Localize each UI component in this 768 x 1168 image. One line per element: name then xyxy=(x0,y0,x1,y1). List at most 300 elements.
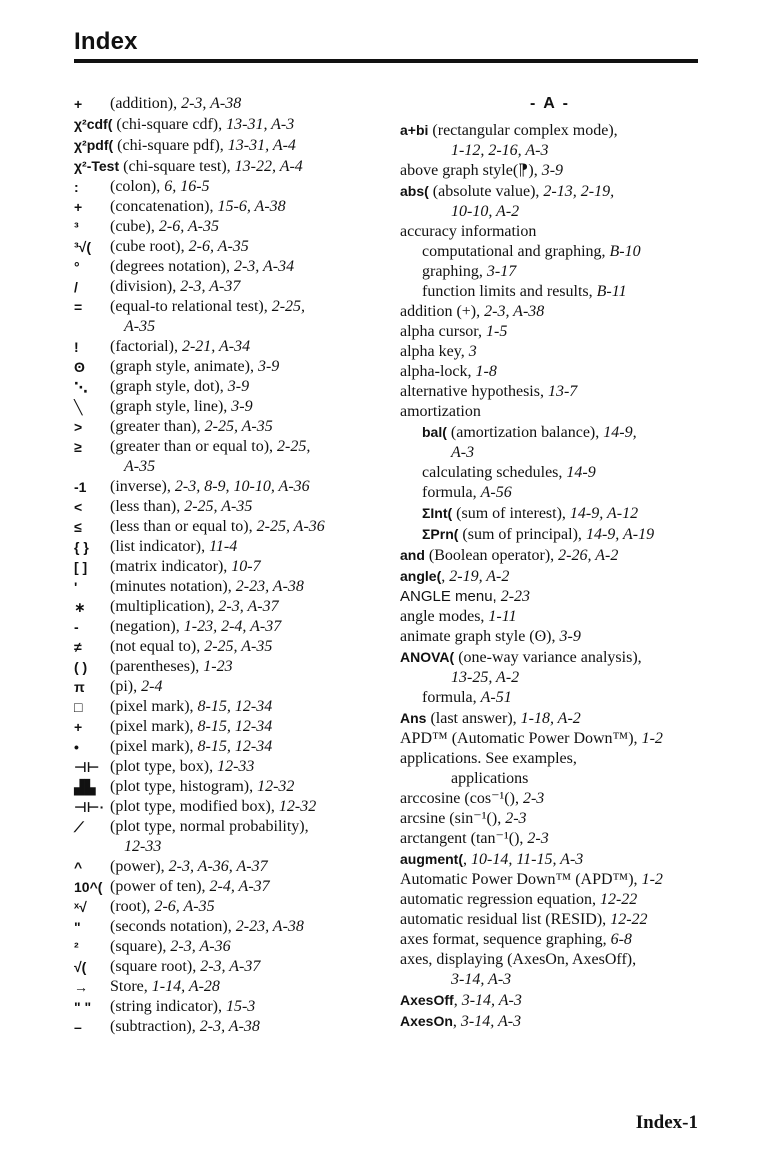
entry-text: (Boolean operator), xyxy=(424,547,555,564)
entry-symbol: □ xyxy=(74,699,83,715)
page-refs: 2-3 xyxy=(527,830,549,847)
index-column-left xyxy=(74,94,374,1037)
page-refs: 2-25, A-35 xyxy=(204,638,273,655)
entry-text: (chi-square cdf), xyxy=(116,116,223,133)
entry-symbol: • xyxy=(74,739,79,755)
entry-text: Store, xyxy=(110,978,148,995)
index-entry xyxy=(74,197,374,217)
entry-keyword: Ans xyxy=(400,710,427,726)
index-entry xyxy=(74,337,374,357)
page-refs: 2-3, A-36 xyxy=(170,938,231,955)
page-refs-continued: A-3 xyxy=(451,444,475,461)
entry-text: (greater than or equal to), xyxy=(110,438,274,455)
entry-text: automatic residual list (RESID), xyxy=(400,911,607,928)
entry-text: (seconds notation), xyxy=(110,918,232,935)
page-refs: 3-9 xyxy=(541,162,564,179)
index-entry xyxy=(400,302,700,322)
page-refs: 3 xyxy=(468,343,477,360)
page-refs: 2-13, 2-19, xyxy=(543,183,615,200)
index-entry xyxy=(400,890,700,910)
page-refs: 8-15, 12-34 xyxy=(197,698,273,715)
page-refs: 2-4 xyxy=(141,678,163,695)
index-entry xyxy=(400,789,700,809)
entry-text: (addition), xyxy=(110,95,178,112)
entry-text: (power of ten), xyxy=(110,878,206,895)
page-refs: 2-3 xyxy=(505,810,527,827)
index-entry xyxy=(74,877,374,897)
entry-text: formula, xyxy=(422,689,477,706)
entry-keyword: ANOVA( xyxy=(400,649,455,665)
entry-text: APD™ (Automatic Power Down™), xyxy=(400,730,638,747)
index-entry xyxy=(400,362,700,382)
index-entry xyxy=(74,597,374,617)
index-entry xyxy=(400,587,700,607)
page-refs-continued: 10-10, A-2 xyxy=(451,203,520,220)
entry-text: (cube root), xyxy=(110,238,185,255)
page-refs: 1-14, A-28 xyxy=(151,978,220,995)
entry-symbol: ˣ√ xyxy=(74,899,87,915)
index-entry xyxy=(400,627,700,647)
page-refs-continued: 3-14, A-3 xyxy=(451,971,512,988)
entry-symbol: ³√( xyxy=(74,239,92,255)
index-entry xyxy=(74,357,374,377)
entry-text: animate graph style (ʘ), xyxy=(400,628,556,645)
entry-symbol: ^ xyxy=(74,859,83,875)
entry-text: , xyxy=(463,851,467,868)
entry-text: (less than), xyxy=(110,498,181,515)
index-entry xyxy=(400,930,700,950)
page-refs: 14-9 xyxy=(566,464,596,481)
index-entry xyxy=(74,177,374,197)
page-refs-continued: 13-25, A-2 xyxy=(451,669,520,686)
page-refs: 2-26, A-2 xyxy=(558,547,619,564)
entry-text: (less than or equal to), xyxy=(110,518,253,535)
entry-text: (graph style, animate), xyxy=(110,358,254,375)
entry-text: amortization xyxy=(400,403,481,420)
index-entry xyxy=(400,729,700,749)
entry-symbol: ' xyxy=(74,579,78,595)
entry-symbol: ⋱ xyxy=(74,379,88,395)
index-entry xyxy=(74,217,374,237)
page-refs: 8-15, 12-34 xyxy=(197,718,273,735)
entry-text: (square), xyxy=(110,938,167,955)
page-number: Index-1 xyxy=(635,1112,698,1133)
page-refs: 3-17 xyxy=(486,263,517,280)
entry-symbol: ⟋ xyxy=(74,819,84,835)
entry-text: arcsine (sin⁻¹(), xyxy=(400,810,502,827)
entry-text: (string indicator), xyxy=(110,998,222,1015)
entry-text: (pixel mark), xyxy=(110,698,194,715)
entry-text: (negation), xyxy=(110,618,180,635)
entry-text: angle modes, xyxy=(400,608,485,625)
index-entry xyxy=(74,997,374,1017)
entry-symbol: ° xyxy=(74,259,80,275)
page-refs: B-10 xyxy=(609,243,641,260)
entry-symbol: : xyxy=(74,179,79,195)
entry-symbol: + xyxy=(74,719,83,735)
page-refs: 13-22, A-4 xyxy=(234,158,303,175)
page-refs: 2-3, A-37 xyxy=(180,278,241,295)
page-refs: 2-19, A-2 xyxy=(449,568,510,585)
entry-text: (pi), xyxy=(110,678,138,695)
entry-text: , xyxy=(453,992,458,1009)
index-entry xyxy=(74,577,374,597)
page-refs: 1-23, 2-4, A-37 xyxy=(183,618,282,635)
page-refs: 12-33 xyxy=(217,758,255,775)
page-refs: 1-18, A-2 xyxy=(520,710,581,727)
entry-keyword: abs( xyxy=(400,183,429,199)
index-entry xyxy=(74,497,374,517)
entry-keyword: ΣInt( xyxy=(422,505,453,521)
page-refs: 14-9, A-19 xyxy=(585,526,655,543)
index-column-right xyxy=(400,94,700,1032)
index-entry xyxy=(74,737,374,757)
index-entry xyxy=(74,477,374,497)
page-refs: 2-4, A-37 xyxy=(209,878,270,895)
index-entry xyxy=(74,957,374,977)
index-entry xyxy=(400,829,700,849)
index-entry xyxy=(74,135,374,156)
entry-text: (rectangular complex mode), xyxy=(428,122,618,139)
page-refs: 15-3 xyxy=(225,998,256,1015)
entry-text: above graph style(⁋), xyxy=(400,162,538,179)
entry-text: calculating schedules, xyxy=(422,464,563,481)
entry-symbol: ʘ xyxy=(74,359,85,375)
entry-symbol: ≠ xyxy=(74,639,82,655)
page-refs: 2-3 xyxy=(522,790,545,807)
index-entry xyxy=(400,1011,700,1032)
entry-text: (subtraction), xyxy=(110,1018,196,1035)
index-entry xyxy=(400,382,700,402)
entry-text: alpha key, xyxy=(400,343,465,360)
index-entry xyxy=(400,422,700,443)
entry-text: (root), xyxy=(110,898,151,915)
index-entry xyxy=(74,857,374,877)
entry-text: alpha cursor, xyxy=(400,323,482,340)
page-refs: 2-6, A-35 xyxy=(188,238,249,255)
entry-text: alternative hypothesis, xyxy=(400,383,544,400)
entry-text: (graph style, dot), xyxy=(110,378,224,395)
entry-text: computational and graphing, xyxy=(422,243,606,260)
index-entry xyxy=(400,749,700,769)
index-entry xyxy=(400,181,700,202)
index-entry xyxy=(74,297,374,317)
index-entry xyxy=(74,94,374,114)
entry-symbol: " " xyxy=(74,999,92,1015)
index-entry xyxy=(400,849,700,870)
entry-symbol: ² xyxy=(74,939,79,955)
page-refs: 13-31, A-3 xyxy=(226,116,295,133)
page-refs-continued: A-35 xyxy=(124,458,156,475)
index-entry xyxy=(400,342,700,362)
page-refs: 3-14, A-3 xyxy=(461,992,522,1009)
page-refs: 2-6, A-35 xyxy=(154,898,215,915)
index-entry xyxy=(400,688,700,708)
page-refs: 2-25, A-35 xyxy=(184,498,253,515)
index-entry xyxy=(74,917,374,937)
page-refs-continued: 12-33 xyxy=(124,838,162,855)
index-entry xyxy=(400,910,700,930)
page-refs: 10-7 xyxy=(231,558,261,575)
page-refs: 11-4 xyxy=(209,538,238,555)
entry-symbol: ⊣⊢· xyxy=(74,799,105,815)
index-entry xyxy=(74,697,374,717)
entry-text: (not equal to), xyxy=(110,638,201,655)
index-entry xyxy=(400,463,700,483)
index-entry xyxy=(400,242,700,262)
page-refs: 1-8 xyxy=(475,363,497,380)
entry-text: (pixel mark), xyxy=(110,718,194,735)
entry-text: (degrees notation), xyxy=(110,258,230,275)
entry-text: (parentheses), xyxy=(110,658,200,675)
index-entry xyxy=(74,277,374,297)
page-refs: 2-3, A-36, A-37 xyxy=(168,858,268,875)
index-entry xyxy=(74,657,374,677)
index-entry xyxy=(400,282,700,302)
entry-text: (sum of interest), xyxy=(452,505,566,522)
section-letter: - A - xyxy=(530,95,570,112)
index-entry xyxy=(74,617,374,637)
entry-text: applications. See examples, xyxy=(400,750,577,767)
index-entry xyxy=(74,237,374,257)
entry-symbol: χ²-Test xyxy=(74,158,120,174)
index-entry xyxy=(74,517,374,537)
index-entry xyxy=(74,937,374,957)
page-refs: 2-3, 8-9, 10-10, A-36 xyxy=(174,478,310,495)
entry-symbol: ≥ xyxy=(74,439,82,455)
entry-text: (plot type, modified box), xyxy=(110,798,275,815)
entry-keyword: AxesOn xyxy=(400,1013,453,1029)
page-refs: 3-9 xyxy=(227,378,250,395)
index-entry xyxy=(400,262,700,282)
entry-text: (plot type, histogram), xyxy=(110,778,254,795)
page-refs: 13-31, A-4 xyxy=(227,137,296,154)
entry-text: (last answer), xyxy=(426,710,517,727)
entry-text: addition (+), xyxy=(400,303,481,320)
entry-text: (graph style, line), xyxy=(110,398,228,415)
entry-symbol: 10^( xyxy=(74,879,103,895)
index-entry xyxy=(74,637,374,657)
index-entry xyxy=(74,757,374,777)
entry-text: (concatenation), xyxy=(110,198,214,215)
page-refs: 2-3, A-34 xyxy=(233,258,295,275)
entry-text: (greater than), xyxy=(110,418,201,435)
index-entry xyxy=(74,377,374,397)
index-entry xyxy=(74,817,374,837)
entry-symbol: > xyxy=(74,419,83,435)
page-refs: 2-23 xyxy=(500,588,531,605)
entry-text: (inverse), xyxy=(110,478,171,495)
entry-keyword: augment( xyxy=(400,851,463,867)
page-refs: 3-14, A-3 xyxy=(460,1013,522,1030)
entry-symbol: χ²pdf( xyxy=(74,137,114,153)
index-entry xyxy=(74,977,374,997)
page-refs-continued: 1-12, 2-16, A-3 xyxy=(451,142,549,159)
entry-text: axes, displaying (AxesOn, AxesOff), xyxy=(400,951,637,968)
entry-keyword: bal( xyxy=(422,424,447,440)
entry-symbol: → xyxy=(74,979,88,995)
entry-text: (list indicator), xyxy=(110,538,206,555)
index-entry xyxy=(74,537,374,557)
page-refs: 3-9 xyxy=(257,358,280,375)
page-refs: 1-2 xyxy=(641,730,663,747)
entry-text: (factorial), xyxy=(110,338,178,355)
page-refs: 15-6, A-38 xyxy=(217,198,286,215)
header-rule xyxy=(74,59,698,63)
page-refs: 1-2 xyxy=(641,871,663,888)
entry-text: formula, xyxy=(422,484,477,501)
page-refs: 1-5 xyxy=(486,323,508,340)
entry-text: automatic regression equation, xyxy=(400,891,596,908)
entry-text: arctangent (tan⁻¹(), xyxy=(400,830,524,847)
page-refs: 8-15, 12-34 xyxy=(197,738,273,755)
page-refs: 2-25, xyxy=(277,438,311,455)
index-entry xyxy=(74,257,374,277)
entry-text: (plot type, normal probability), xyxy=(110,818,309,835)
index-entry xyxy=(400,322,700,342)
entry-text: (square root), xyxy=(110,958,197,975)
index-entry xyxy=(74,417,374,437)
page-refs: 2-3, A-38 xyxy=(181,95,242,112)
entry-text: (plot type, box), xyxy=(110,758,214,775)
page-title: Index xyxy=(74,28,138,55)
page-refs: A-56 xyxy=(480,484,512,501)
entry-symbol: ! xyxy=(74,339,79,355)
entry-text: Automatic Power Down™ (APD™), xyxy=(400,871,638,888)
entry-text: arccosine (cos⁻¹(), xyxy=(400,790,519,807)
entry-text: ANGLE menu, xyxy=(400,588,497,605)
index-entry xyxy=(400,402,700,422)
index-entry xyxy=(74,897,374,917)
entry-symbol: ∗ xyxy=(74,599,86,615)
page-refs: 2-3, A-38 xyxy=(484,303,545,320)
entry-symbol: + xyxy=(74,96,83,112)
entry-text-continued: applications xyxy=(451,770,529,787)
index-entry xyxy=(400,503,700,524)
page-refs: 2-21, A-34 xyxy=(181,338,251,355)
page-refs: 2-25, xyxy=(271,298,306,315)
index-entry xyxy=(74,397,374,417)
entry-text: alpha-lock, xyxy=(400,363,472,380)
entry-symbol: ▟▙ xyxy=(74,779,96,795)
entry-symbol: ⊣⊢ xyxy=(74,759,100,775)
entry-symbol: " xyxy=(74,919,81,935)
page-refs: 14-9, xyxy=(603,424,637,441)
index-entry xyxy=(400,161,700,181)
entry-symbol: < xyxy=(74,499,83,515)
index-entry xyxy=(400,870,700,890)
page-refs: 13-7 xyxy=(547,383,578,400)
entry-symbol: ≤ xyxy=(74,519,82,535)
page-refs: 2-23, A-38 xyxy=(235,918,304,935)
index-entry xyxy=(74,777,374,797)
entry-text: (multiplication), xyxy=(110,598,215,615)
index-entry xyxy=(400,607,700,627)
entry-symbol: π xyxy=(74,679,85,695)
entry-text: , xyxy=(441,568,446,585)
entry-keyword: and xyxy=(400,547,425,563)
entry-text: (power), xyxy=(110,858,165,875)
entry-symbol: – xyxy=(74,1019,82,1035)
entry-symbol: χ²cdf( xyxy=(74,116,113,132)
index-entry xyxy=(74,156,374,177)
entry-text: (division), xyxy=(110,278,177,295)
entry-symbol: ( ) xyxy=(74,659,88,675)
page-refs: 6-8 xyxy=(610,931,632,948)
entry-text: (chi-square pdf), xyxy=(117,137,224,154)
page-refs: A-51 xyxy=(480,689,512,706)
index-entry xyxy=(74,677,374,697)
entry-symbol: √( xyxy=(74,959,87,975)
index-entry xyxy=(400,809,700,829)
entry-symbol: / xyxy=(74,279,78,295)
page-refs: 12-32 xyxy=(278,798,317,815)
page-refs: 1-11 xyxy=(488,608,517,625)
page-refs: 1-23 xyxy=(203,658,233,675)
entry-text: , xyxy=(452,1013,457,1030)
page-refs: 2-23, A-38 xyxy=(235,578,304,595)
entry-symbol: + xyxy=(74,199,83,215)
index-entry xyxy=(74,557,374,577)
index-entry xyxy=(74,797,374,817)
page-refs: 2-3, A-38 xyxy=(199,1018,260,1035)
page-refs: 3-9 xyxy=(231,398,253,415)
entry-text: function limits and results, xyxy=(422,283,593,300)
entry-symbol: -1 xyxy=(74,479,87,495)
entry-text: accuracy information xyxy=(400,223,537,240)
index-entry xyxy=(74,114,374,135)
index-entry xyxy=(74,437,374,457)
index-entry xyxy=(400,120,700,141)
index-entry xyxy=(400,708,700,729)
index-entry xyxy=(400,647,700,668)
page-refs: 2-3, A-37 xyxy=(218,598,279,615)
entry-text: (cube), xyxy=(110,218,155,235)
index-entry xyxy=(400,990,700,1011)
entry-keyword: angle( xyxy=(400,568,442,584)
index-entry xyxy=(400,222,700,242)
entry-text: graphing, xyxy=(422,263,483,280)
page-refs: 12-22 xyxy=(610,911,648,928)
page-refs: 10-14, 11-15, A-3 xyxy=(471,851,584,868)
page-refs: 6, 16-5 xyxy=(164,178,210,195)
index-entry xyxy=(74,1017,374,1037)
page-refs: 12-22 xyxy=(599,891,638,908)
page-refs-continued: A-35 xyxy=(124,318,156,335)
index-entry xyxy=(400,524,700,545)
entry-text: (colon), xyxy=(110,178,161,195)
index-entry xyxy=(74,717,374,737)
entry-symbol: ╲ xyxy=(74,399,83,415)
entry-text: (one-way variance analysis), xyxy=(454,649,642,666)
entry-symbol: [ ] xyxy=(74,559,88,575)
page-refs: 2-25, A-36 xyxy=(256,518,325,535)
page-refs: 3-9 xyxy=(559,628,581,645)
entry-symbol: - xyxy=(74,619,79,635)
entry-text: (absolute value), xyxy=(428,183,540,200)
entry-keyword: a+bi xyxy=(400,122,429,138)
entry-keyword: AxesOff xyxy=(400,992,454,1008)
entry-text: (equal-to relational test), xyxy=(110,298,268,315)
entry-symbol: { } xyxy=(74,539,89,555)
page-refs: 2-3, A-37 xyxy=(200,958,261,975)
entry-keyword: ΣPrn( xyxy=(422,526,459,542)
page-refs: 2-6, A-35 xyxy=(158,218,219,235)
entry-text: (pixel mark), xyxy=(110,738,194,755)
entry-text: axes format, sequence graphing, xyxy=(400,931,607,948)
entry-text: (chi-square test), xyxy=(123,158,231,175)
index-entry xyxy=(400,545,700,566)
